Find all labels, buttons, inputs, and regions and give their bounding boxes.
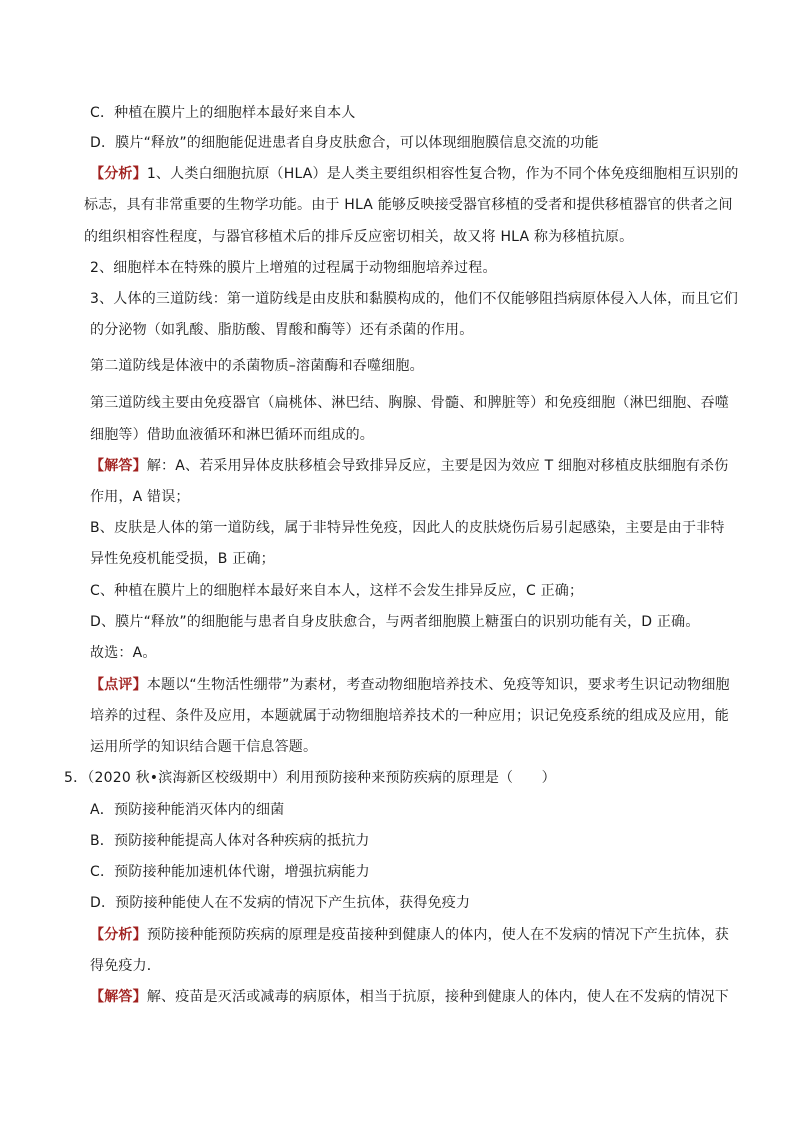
comment-line — [90, 675, 730, 695]
q5-analysis-line: 得免疫力． — [90, 958, 161, 974]
analysis-line: 的组织相容性程度，与器官移植术后的排斥反应密切相关，故又将 HLA 称为移植抗原。 — [84, 229, 634, 245]
question-5-stem: 5．（2020 秋•滨海新区校级期中）利用预防接种来预防疾病的原理是（ ） — [64, 770, 556, 786]
question-5-option-a: A．预防接种能消灭体内的细菌 — [90, 802, 285, 818]
answer-line: C、种植在膜片上的细胞样本最好来自本人，这样不会发生排异反应，C 正确； — [90, 583, 584, 599]
option-d: D．膜片“释放”的细胞能促进患者自身皮肤愈合，可以体现细胞膜信息交流的功能 — [90, 135, 599, 151]
answer-tag: 【解答】 — [90, 458, 147, 474]
comment-line: 运用所学的知识结合题干信息答题。 — [90, 739, 318, 755]
comment-tag: 【点评】 — [90, 677, 147, 693]
q5-answer-line — [90, 987, 729, 1007]
analysis-line: 第二道防线是体液中的杀菌物质–溶菌酶和吞噬细胞。 — [90, 358, 424, 374]
question-5-option-c: C．预防接种能加速机体代谢，增强抗病能力 — [90, 864, 370, 880]
analysis-line — [90, 164, 739, 184]
analysis-line: 标志，具有非常重要的生物学功能。由于 HLA 能够反映接受器官移植的受者和提供移植器官的供者之间 — [84, 197, 733, 213]
analysis-line: 的分泌物（如乳酸、脂肪酸、胃酸和酶等）还有杀菌的作用。 — [90, 322, 474, 338]
answer-line: 异性免疫机能受损，B 正确； — [90, 551, 275, 567]
analysis-line: 细胞等）借助血液循环和淋巴循环而组成的。 — [90, 427, 374, 443]
q5-analysis-tag: 【分析】 — [90, 927, 147, 943]
answer-line — [90, 456, 728, 476]
q5-analysis-text: 预防接种能预防疾病的原理是疫苗接种到健康人的体内，使人在不发病的情况下产生抗体，获 — [146, 927, 730, 943]
q5-answer-text: 解、疫苗是灭活或减毒的病原体，相当于抗原，接种到健康人的体内，使人在不发病的情况下 — [146, 989, 730, 1005]
answer-line: 作用，A 错误； — [90, 489, 190, 505]
analysis-tag: 【分析】 — [90, 166, 147, 182]
analysis-text: 1、人类白细胞抗原（HLA）是人类主要组织相容性复合物，作为不同个体免疫细胞相互识别的 — [146, 166, 739, 182]
answer-line: B、皮肤是人体的第一道防线，属于非特异性免疫，因此人的皮肤烧伤后易引起感染，主要是由于非特 — [90, 520, 725, 536]
answer-line: 故选：A。 — [90, 645, 157, 661]
answer-line: D、膜片“释放”的细胞能与患者自身皮肤愈合，与两者细胞膜上糖蛋白的识别功能有关，D 正确。 — [90, 614, 700, 630]
question-5-option-d: D．预防接种能使人在不发病的情况下产生抗体，获得免疫力 — [90, 895, 471, 911]
comment-text: 本题以“生物活性绷带”为素材，考查动物细胞培养技术、免疫等知识，要求考生识记动物细胞 — [146, 677, 730, 693]
comment-line: 培养的过程、条件及应用，本题就属于动物细胞培养技术的一种应用；识记免疫系统的组成及应用，能 — [90, 708, 729, 724]
analysis-line: 第三道防线主要由免疫器官（扁桃体、淋巴结、胸腺、骨髓、和脾脏等）和免疫细胞（淋巴细胞、吞噬 — [90, 395, 729, 411]
q5-analysis-line — [90, 925, 729, 945]
question-5-option-b: B．预防接种能提高人体对各种疾病的抵抗力 — [90, 833, 370, 849]
analysis-line: 3、人体的三道防线：第一道防线是由皮肤和黏膜构成的，他们不仅能够阻挡病原体侵入人体，而且它们 — [90, 291, 739, 307]
option-c: C．种植在膜片上的细胞样本最好来自本人 — [90, 105, 356, 121]
answer-text: 解：A、若采用异体皮肤移植会导致排异反应，主要是因为效应 T 细胞对移植皮肤细胞有杀伤 — [146, 458, 729, 474]
q5-answer-tag: 【解答】 — [90, 989, 147, 1005]
analysis-line: 2、细胞样本在特殊的膜片上增殖的过程属于动物细胞培养过程。 — [90, 260, 497, 276]
